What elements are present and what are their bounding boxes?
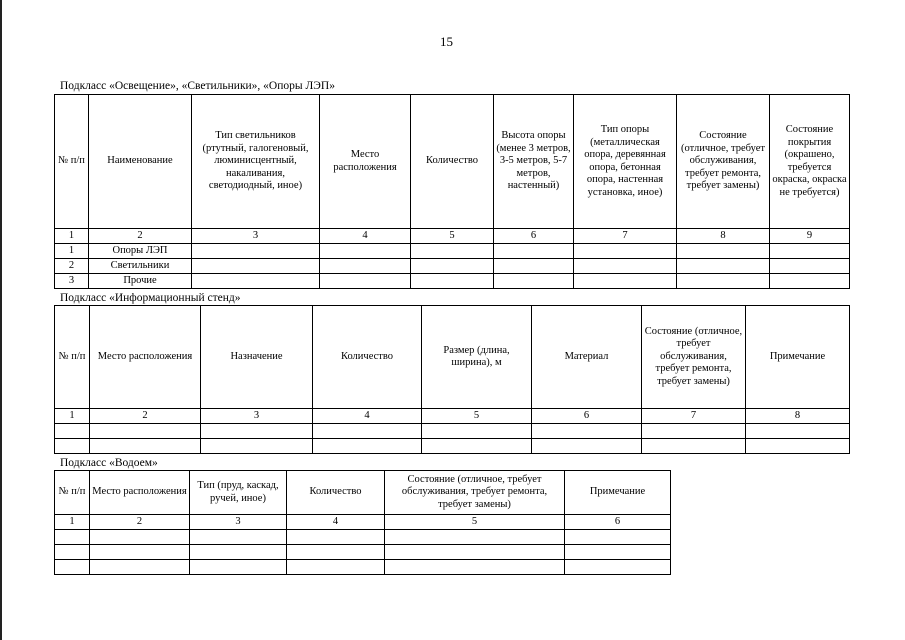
lighting-table	[54, 94, 850, 289]
table-row	[55, 560, 671, 575]
info-stand-table	[54, 305, 850, 454]
table-cell	[770, 274, 850, 289]
header-cell: Количество	[287, 471, 385, 515]
table-row	[55, 439, 850, 454]
table-cell	[385, 560, 565, 575]
table-cell	[642, 439, 746, 454]
header-cell: Тип опоры (металлическая опора, деревянная опора, бетонная опора, настенная установка, иное)	[574, 95, 677, 229]
table-cell	[313, 424, 422, 439]
column-number: 9	[770, 229, 850, 244]
column-number: 5	[422, 409, 532, 424]
column-number: 8	[746, 409, 850, 424]
column-number: 4	[287, 515, 385, 530]
section-caption-water: Подкласс «Водоем»	[60, 457, 158, 469]
table-cell	[320, 244, 411, 259]
page-left-edge	[0, 0, 2, 640]
table-header-row	[55, 471, 671, 515]
table-cell	[565, 545, 671, 560]
table-cell: 1	[55, 244, 89, 259]
table-cell	[385, 545, 565, 560]
header-cell: № п/п	[55, 95, 89, 229]
water-table	[54, 470, 671, 575]
table-row	[55, 530, 671, 545]
table-cell: 2	[55, 259, 89, 274]
table-cell	[55, 424, 90, 439]
column-number: 1	[55, 515, 90, 530]
table-cell	[90, 545, 190, 560]
table-cell	[55, 530, 90, 545]
table-cell	[770, 244, 850, 259]
header-cell: Тип (пруд, каскад, ручей, иное)	[190, 471, 287, 515]
column-number: 2	[90, 409, 201, 424]
table-cell	[90, 424, 201, 439]
table-cell	[574, 274, 677, 289]
table-cell	[411, 244, 494, 259]
column-number: 5	[385, 515, 565, 530]
table-cell	[313, 439, 422, 454]
table-cell	[642, 424, 746, 439]
column-number: 7	[642, 409, 746, 424]
table-cell	[574, 259, 677, 274]
table-cell	[90, 530, 190, 545]
header-cell: Примечание	[746, 306, 850, 409]
table-row	[55, 424, 850, 439]
table-cell	[90, 439, 201, 454]
table-cell	[190, 530, 287, 545]
table-cell: 3	[55, 274, 89, 289]
header-cell: Назначение	[201, 306, 313, 409]
table-header-row	[55, 95, 850, 229]
table-header-row	[55, 306, 850, 409]
header-cell: № п/п	[55, 471, 90, 515]
column-number: 3	[192, 229, 320, 244]
table-cell	[574, 244, 677, 259]
table-cell	[565, 530, 671, 545]
table-row	[55, 244, 850, 259]
column-number: 5	[411, 229, 494, 244]
table-cell	[677, 274, 770, 289]
section-caption-info-stand: Подкласс «Информационный стенд»	[60, 292, 241, 304]
header-cell: Место расположения	[90, 306, 201, 409]
header-cell: Тип светильников (ртутный, галогеновый, люминисцентный, накаливания, светодиодный, иное)	[192, 95, 320, 229]
column-number: 2	[89, 229, 192, 244]
table-cell	[287, 560, 385, 575]
header-cell: Наименование	[89, 95, 192, 229]
column-number: 3	[190, 515, 287, 530]
column-number: 1	[55, 229, 89, 244]
table-cell: Прочие	[89, 274, 192, 289]
column-number: 3	[201, 409, 313, 424]
table-cell	[55, 545, 90, 560]
table-cell	[677, 259, 770, 274]
table-cell	[565, 560, 671, 575]
header-cell: Количество	[313, 306, 422, 409]
column-number: 6	[565, 515, 671, 530]
table-cell	[287, 545, 385, 560]
table-cell	[320, 274, 411, 289]
header-cell: Количество	[411, 95, 494, 229]
table-cell	[55, 560, 90, 575]
table-cell	[201, 439, 313, 454]
table-cell	[55, 439, 90, 454]
table-cell	[190, 545, 287, 560]
table-cell	[192, 244, 320, 259]
table-cell	[677, 244, 770, 259]
table-cell	[532, 439, 642, 454]
table-cell	[532, 424, 642, 439]
column-number: 7	[574, 229, 677, 244]
column-number: 6	[494, 229, 574, 244]
table-cell	[422, 424, 532, 439]
table-cell	[192, 259, 320, 274]
column-number: 6	[532, 409, 642, 424]
column-number: 4	[320, 229, 411, 244]
table-cell: Светильники	[89, 259, 192, 274]
table-cell	[411, 274, 494, 289]
column-number: 8	[677, 229, 770, 244]
column-number-row	[55, 515, 671, 530]
header-cell: Высота опоры (менее 3 метров, 3-5 метров, 5-7 метров, настенный)	[494, 95, 574, 229]
column-number: 2	[90, 515, 190, 530]
header-cell: Состояние (отличное, требует обслуживания, требует ремонта, требует замены)	[385, 471, 565, 515]
table-cell	[385, 530, 565, 545]
table-cell: Опоры ЛЭП	[89, 244, 192, 259]
table-cell	[90, 560, 190, 575]
table-cell	[411, 259, 494, 274]
column-number: 1	[55, 409, 90, 424]
header-cell: Примечание	[565, 471, 671, 515]
header-cell: Место расположения	[90, 471, 190, 515]
table-cell	[494, 259, 574, 274]
table-cell	[746, 424, 850, 439]
column-number: 4	[313, 409, 422, 424]
table-row	[55, 274, 850, 289]
table-row	[55, 259, 850, 274]
table-cell	[746, 439, 850, 454]
header-cell: Состояние (отличное, требует обслуживания, требует ремонта, требует замены)	[677, 95, 770, 229]
table-cell	[422, 439, 532, 454]
table-cell	[494, 244, 574, 259]
header-cell: Место расположения	[320, 95, 411, 229]
header-cell: Состояние (отличное, требует обслуживания, требует ремонта, требует замены)	[642, 306, 746, 409]
column-number-row	[55, 229, 850, 244]
column-number-row	[55, 409, 850, 424]
table-cell	[320, 259, 411, 274]
table-cell	[494, 274, 574, 289]
table-cell	[192, 274, 320, 289]
table-cell	[770, 259, 850, 274]
header-cell: Материал	[532, 306, 642, 409]
header-cell: Размер (длина, ширина), м	[422, 306, 532, 409]
section-caption-lighting: Подкласс «Освещение», «Светильники», «Опоры ЛЭП»	[60, 80, 335, 92]
table-row	[55, 545, 671, 560]
header-cell: Состояние покрытия (окрашено, требуется окраска, окраска не требуется)	[770, 95, 850, 229]
header-cell: № п/п	[55, 306, 90, 409]
table-cell	[287, 530, 385, 545]
page-number: 15	[440, 34, 453, 49]
table-cell	[190, 560, 287, 575]
table-cell	[201, 424, 313, 439]
